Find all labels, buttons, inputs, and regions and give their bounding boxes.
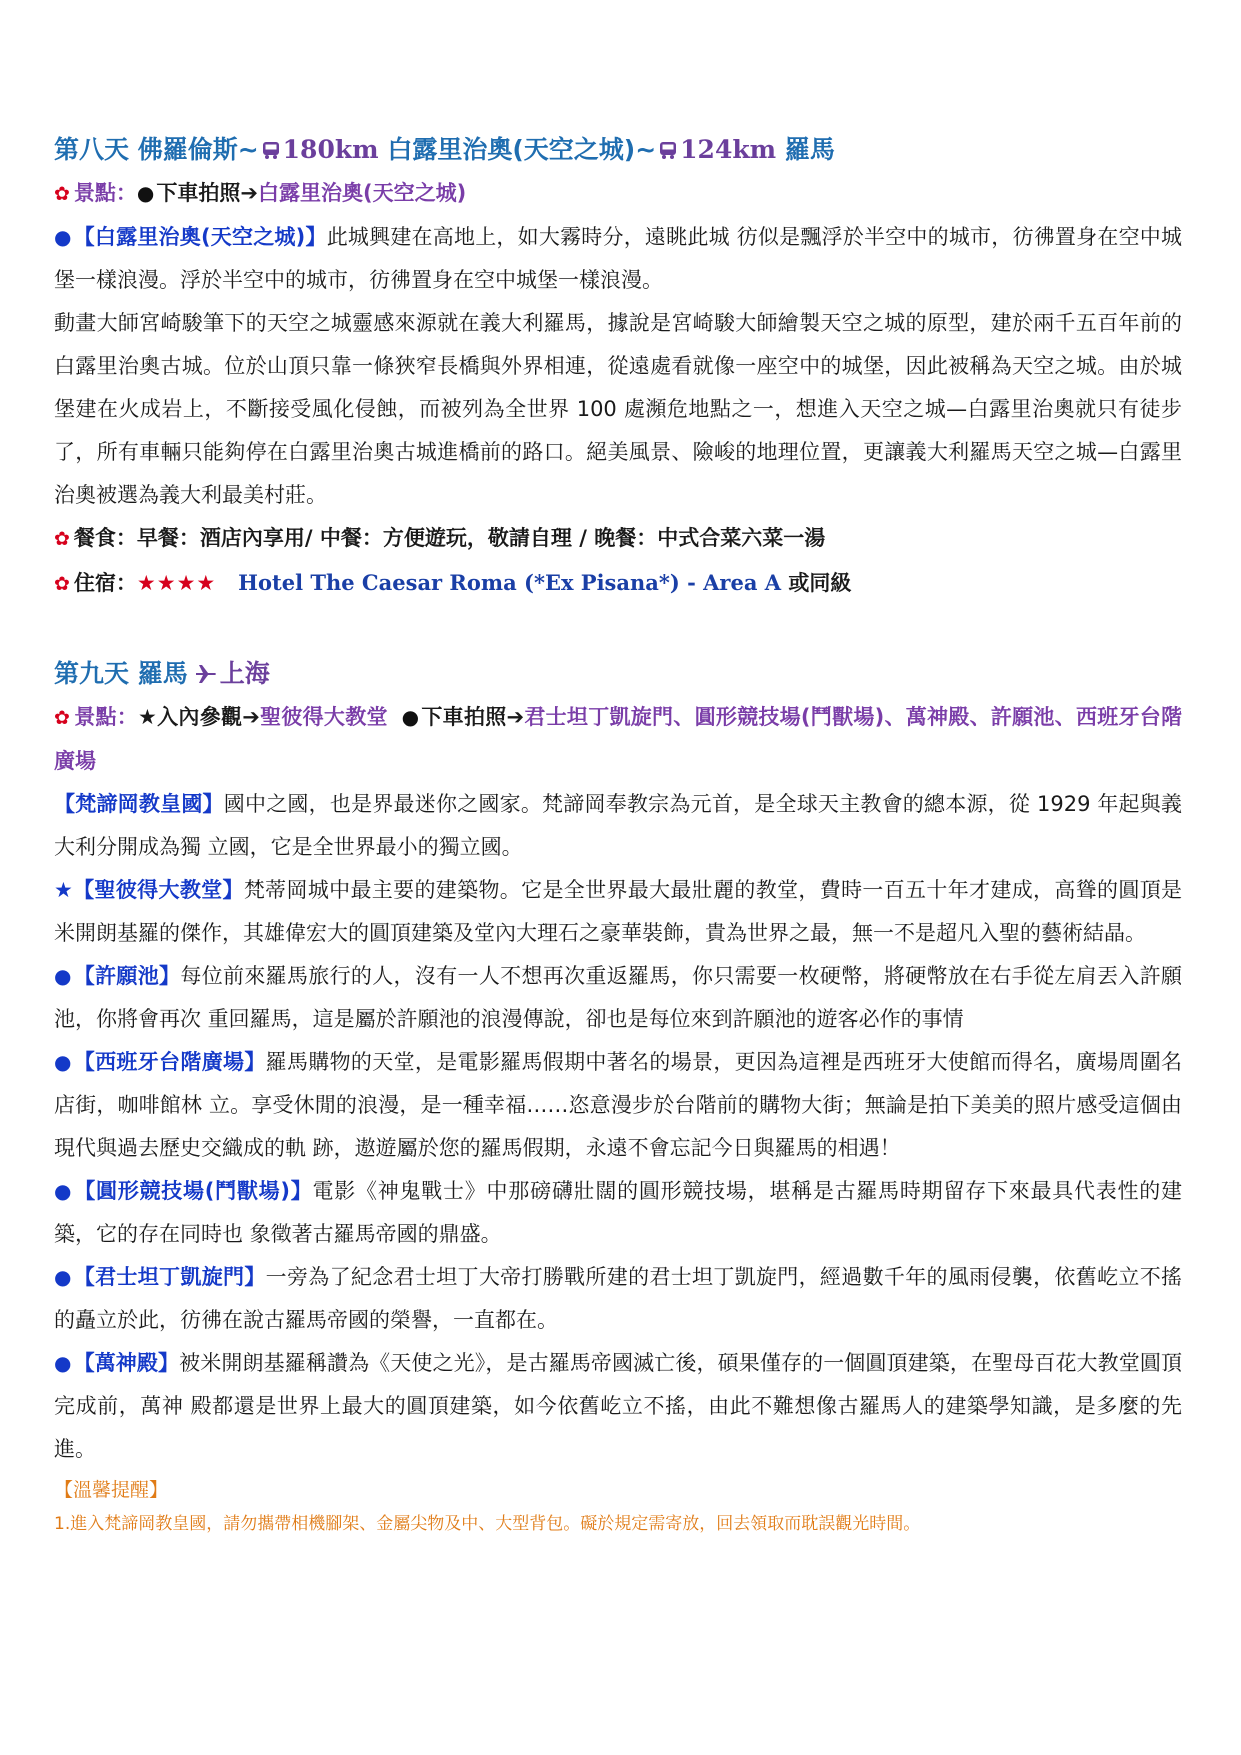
photo-stop-label: 下車拍照 xyxy=(156,181,241,205)
meal-text: 餐食：早餐：酒店內享用/ 中餐：方便遊玩，敬請自理 / 晚餐：中式合菜六菜一湯 xyxy=(73,526,826,550)
section-body: 電影《神鬼戰士》中那磅礴壯闊的圓形競技場，堪稱是古羅馬時期留存下來最具代表性的建築，它的存在同時也 象徵著古羅馬帝國的鼎盛。 xyxy=(54,1179,1183,1246)
section-heading: 【聖彼得大教堂】 xyxy=(73,878,244,902)
arrow-icon: ➔ xyxy=(506,705,525,729)
airplane-icon xyxy=(194,663,218,685)
day9-title-prefix: 第九天 羅馬 xyxy=(54,659,188,688)
arrow-icon: ➔ xyxy=(242,705,260,729)
dot-icon: ● xyxy=(401,705,420,729)
section-body: 每位前來羅馬旅行的人，沒有一人不想再次重返羅馬，你只需要一枚硬幣，將硬幣放在右手從左肩丟入許願池，你將會再次 重回羅馬，這是屬於許願池的浪漫傳說，卻也是每位來到許願池的遊客必作的事情 xyxy=(54,964,1183,1031)
day8-attractions xyxy=(54,172,1182,216)
section-heading: 【西班牙台階廣場】 xyxy=(73,1050,266,1074)
hotel-stars: ★★★★ xyxy=(136,571,217,595)
section-heading: 【許願池】 xyxy=(73,964,181,988)
section-body: 一旁為了紀念君士坦丁大帝打勝戰所建的君士坦丁凱旋門，經過數千年的風雨侵襲，依舊屹立不搖的矗立於此，彷彿在說古羅馬帝國的榮譽，一直都在。 xyxy=(54,1265,1183,1332)
day8-paragraph-1 xyxy=(54,216,1182,302)
flower-icon: ✿ xyxy=(54,528,70,550)
bus-icon xyxy=(658,140,678,160)
dot-icon: ● xyxy=(136,181,155,205)
flower-icon: ✿ xyxy=(54,707,71,729)
section-heading: 【君士坦丁凱旋門】 xyxy=(73,1265,266,1289)
bullet-icon: ● xyxy=(54,1050,72,1074)
bullet-icon: ● xyxy=(54,1179,73,1203)
bullet-icon: ● xyxy=(54,225,72,249)
attractions-label: 景點： xyxy=(74,705,139,729)
day9-attractions xyxy=(54,696,1182,783)
itinerary-page xyxy=(54,128,1182,1541)
section-body: 此城興建在高地上，如大霧時分，遠眺此城 彷似是飄浮於半空中的城市，彷彿置身在空中城堡一樣浪漫。浮於半空中的城市，彷彿置身在空中城堡一樣浪漫。 xyxy=(54,225,1183,292)
attraction-name: 聖彼得大教堂 xyxy=(259,705,388,729)
day9-title-dest: 上海 xyxy=(219,659,270,688)
section-body: 國中之國，也是界最迷你之國家。梵諦岡奉教宗為元首，是全球天主教會的總本源，從 1929 年起與義大利分開成為獨 立國，它是全世界最小的獨立國。 xyxy=(54,792,1183,859)
notice-title: 【溫馨提醒】 xyxy=(54,1479,169,1501)
attraction-names: 君士坦丁凱旋門、圓形競技場(鬥獸場)、萬神殿、許願池、西班牙台階廣場 xyxy=(54,705,1183,773)
day8-title-dest: 羅馬 xyxy=(784,135,835,164)
flower-icon: ✿ xyxy=(54,573,70,595)
section-spanish-steps xyxy=(54,1041,1182,1170)
section-colosseum xyxy=(54,1170,1182,1256)
section-body: 被米開朗基羅稱讚為《天使之光》，是古羅馬帝國滅亡後，碩果僅存的一個圓頂建築，在聖母百花大教堂圓頂完成前，萬神 殿都還是世界上最大的圓頂建築，如今依舊屹立不搖，由此不難想像古羅馬人的建築學知識，是多麼的先進。 xyxy=(54,1351,1183,1461)
enter-visit-label: 入內參觀 xyxy=(157,705,243,729)
flower-icon: ✿ xyxy=(54,183,70,205)
arrow-icon: ➔ xyxy=(240,181,258,205)
day8-title xyxy=(54,128,1182,172)
day8-accommodation xyxy=(54,561,1182,606)
day8-title-mid: 白露里治奧(天空之城)~ xyxy=(387,135,657,164)
day8-paragraph-2: 動畫大師宮崎駿筆下的天空之城靈感來源就在義大利羅馬，據說是宮崎駿大師繪製天空之城的原型，建於兩千五百年前的白露里治奧古城。位於山頂只靠一條狹窄長橋與外界相連，從遠處看就像一座空中的城堡，因此被稱為天空之城。由於城堡建在火成岩上，不斷接受風化侵蝕，而被列為全世界 100 處瀕危地點之一，想進入天空之城—白露里治奧就只有徒步了，所有車輛只能夠停在白露里治奧古城進橋前的路口。絕美風景、險峻的地理位置，更讓義大利羅馬天空之城—白露里治奧被選為義大利最美村莊。 xyxy=(54,311,1182,507)
photo-stop-label: 下車拍照 xyxy=(421,705,507,729)
day8-distance-1: 180km xyxy=(282,135,379,164)
stay-suffix: 或同級 xyxy=(781,571,852,595)
notice-item: 1.進入梵諦岡教皇國，請勿攜帶相機腳架、金屬尖物及中、大型背包。礙於規定需寄放，回去領取而耽誤觀光時間。 xyxy=(54,1514,921,1534)
bullet-icon: ● xyxy=(54,1265,72,1289)
star-icon: ★ xyxy=(54,878,74,902)
section-heading: 【梵諦岡教皇國】 xyxy=(54,792,224,816)
day8-title-prefix: 第八天 佛羅倫斯~ xyxy=(54,135,259,164)
star-icon: ★ xyxy=(138,705,158,729)
bullet-icon: ● xyxy=(54,1351,72,1375)
day9-title xyxy=(54,652,1182,696)
day8-meals xyxy=(54,517,1182,561)
attractions-label: 景點： xyxy=(73,181,137,205)
attraction-name: 白露里治奧(天空之城) xyxy=(257,181,467,205)
section-vatican xyxy=(54,783,1182,869)
section-pantheon xyxy=(54,1342,1182,1471)
day8-distance-2: 124km xyxy=(680,135,777,164)
bullet-icon: ● xyxy=(54,964,72,988)
hotel-name: Hotel The Caesar Roma (*Ex Pisana*) - Area A xyxy=(238,570,782,595)
section-st-peters xyxy=(54,869,1182,955)
bus-icon xyxy=(261,140,281,160)
section-heading: 【白露里治奧(天空之城)】 xyxy=(73,225,327,249)
section-arch-constantine xyxy=(54,1256,1182,1342)
stay-label: 住宿： xyxy=(73,571,137,595)
section-body: 羅馬購物的天堂，是電影羅馬假期中著名的場景，更因為這裡是西班牙大使館而得名，廣場周圍名店街，咖啡館林 立。享受休閒的浪漫，是一種幸福……恣意漫步於台階前的購物大街；無論是拍下美美的照片感受這個由現代與過去歷史交織成的軌 跡，遨遊屬於您的羅馬假期，永遠不會忘記今日與羅馬的相遇！ xyxy=(54,1050,1183,1160)
section-heading: 【萬神殿】 xyxy=(73,1351,180,1375)
section-body: 梵蒂岡城中最主要的建築物。它是全世界最大最壯麗的教堂，費時一百五十年才建成，高聳的圓頂是米開朗基羅的傑作，其雄偉宏大的圓頂建築及堂內大理石之豪華裝飾，貴為世界之最，無一不是超凡入聖的藝術結晶。 xyxy=(54,878,1183,945)
section-trevi xyxy=(54,955,1182,1041)
section-heading: 【圓形競技場(鬥獸場)】 xyxy=(74,1179,313,1203)
